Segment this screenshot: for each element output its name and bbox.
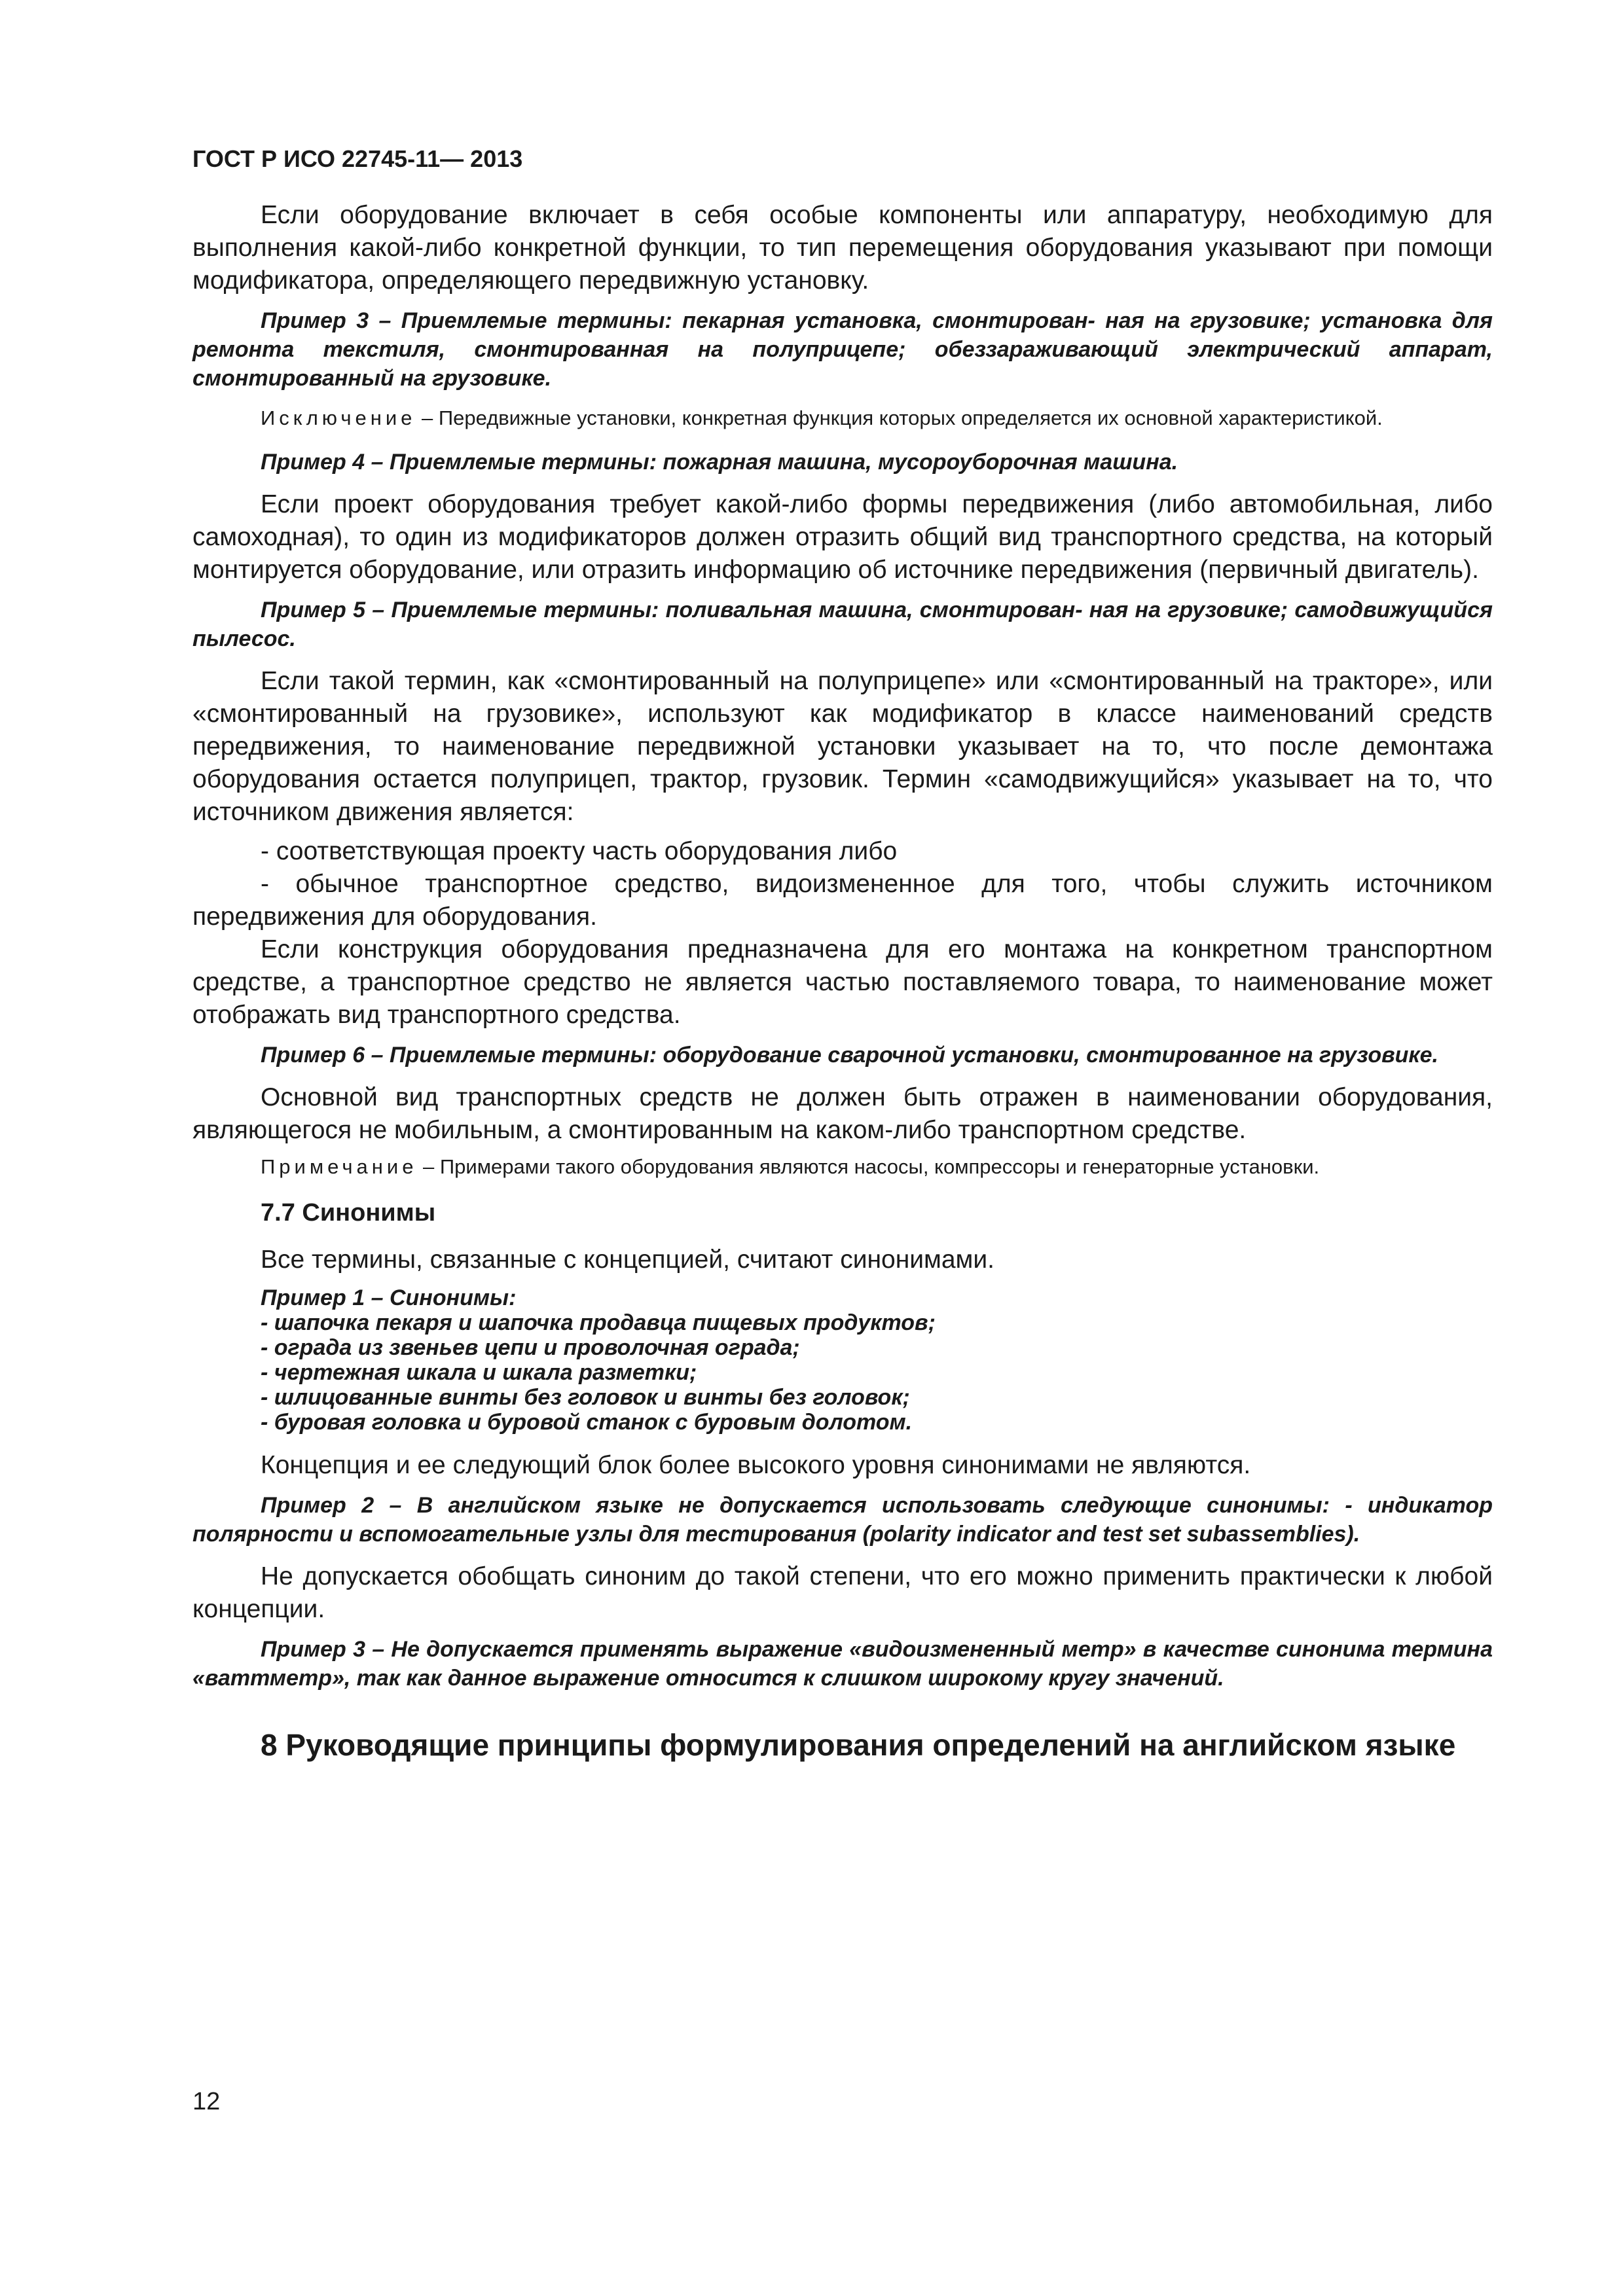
paragraph: Концепция и ее следующий блок более высокого уровня синонимами не являются. [261, 1451, 1251, 1479]
paragraph: Если оборудование включает в себя особые компоненты или аппаратуру, необходимую для выполнения какой-либо конкретной функции, то тип перемещения оборудования указывают при помощи модификатора, определяющего передвижную установку. [192, 201, 1493, 295]
note-text: – Передвижные установки, конкретная функция которых определяется их основной характеристикой. [416, 406, 1383, 429]
paragraph: Основной вид транспортных средств не должен быть отражен в наименовании оборудования, являющегося не мобильным, а смонтированным на каком-либо транспортном средстве. [192, 1083, 1493, 1144]
example: Пример 3 – Не допускается применять выражение «видоизмененный метр» в качестве синонима термина «ваттметр», так как данное выражение относится к слишком широкому кругу значений. [192, 1637, 1493, 1691]
example: Пример 2 – В английском языке не допускается использовать следующие синонимы: - индикатор полярности и вспомогательные узлы для тестирования (polarity indicator and test set subassemblies). [192, 1493, 1493, 1547]
example-line: - буровая головка и буровой станок с буровым долотом. [261, 1410, 913, 1435]
paragraph: Если конструкция оборудования предназначена для его монтажа на конкретном транспортном средстве, а транспортное средство не является частью поставляемого товара, то наименование может отображать вид транспортного средства. [192, 935, 1493, 1029]
note-text: – Примерами такого оборудования являются насосы, компрессоры и генераторные установки. [417, 1155, 1320, 1178]
list-item: - обычное транспортное средство, видоизмененное для того, чтобы служить источником передвижения для оборудования. [192, 870, 1493, 931]
document-page [192, 145, 1493, 1791]
paragraph: Не допускается обобщать синоним до такой степени, что его можно применить практически к любой концепции. [192, 1562, 1493, 1623]
example: Пример 3 – Приемлемые термины: пекарная установка, смонтирован- ная на грузовике; установка для ремонта текстиля, смонтированная на полуприцепе; обеззараживающий электрический аппарат, смонтированный на грузовике. [192, 308, 1493, 391]
example-line: - шлицованные винты без головок и винты без головок; [261, 1385, 910, 1410]
remark-note [192, 1153, 1493, 1181]
example: Пример 4 – Приемлемые термины: пожарная машина, мусороуборочная машина. [261, 450, 1178, 475]
example-line: Пример 1 – Синонимы: [261, 1285, 517, 1310]
paragraph: Если такой термин, как «смонтированный на полуприцепе» или «смонтированный на тракторе», или «смонтированный на грузовике», используют как модификатор в классе наименований средств передвижения, то наименование передвижной установки указывает на то, что после демонтажа оборудования остается полуприцеп, трактор, грузовик. Термин «самодвижущийся» указывает на то, что источником движения является: [192, 667, 1493, 826]
example-line: - шапочка пекаря и шапочка продавца пищевых продуктов; [261, 1310, 936, 1335]
paragraph: Все термины, связанные с концепцией, считают синонимами. [261, 1246, 994, 1274]
note-label: Исключение [261, 406, 416, 429]
example-line: - ограда из звеньев цепи и проволочная ограда; [261, 1335, 800, 1360]
note-label: Примечание [261, 1155, 418, 1178]
example: Пример 5 – Приемлемые термины: поливальная машина, смонтирован- ная на грузовике; самодвижущийся пылесос. [192, 598, 1493, 651]
section-heading-8: 8 Руководящие принципы формулирования определений на английском языке [261, 1728, 1456, 1762]
exception-note [192, 404, 1493, 432]
section-heading-7-7: 7.7 Синонимы [261, 1199, 436, 1227]
paragraph: Если проект оборудования требует какой-либо формы передвижения (либо автомобильная, либо самоходная), то один из модификаторов должен отразить общий вид транспортного средства, на который монтируется оборудование, или отразить информацию об источнике передвижения (первичный двигатель). [192, 490, 1493, 584]
synonym-example-list [192, 1285, 1493, 1435]
document-header: ГОСТ Р ИСО 22745-11— 2013 [192, 145, 523, 172]
page-number: 12 [192, 2088, 221, 2115]
example: Пример 6 – Приемлемые термины: оборудование сварочной установки, смонтированное на грузовике. [261, 1043, 1438, 1067]
example-line: - чертежная шкала и шкала разметки; [261, 1360, 697, 1385]
list-item: - соответствующая проекту часть оборудования либо [261, 837, 898, 865]
